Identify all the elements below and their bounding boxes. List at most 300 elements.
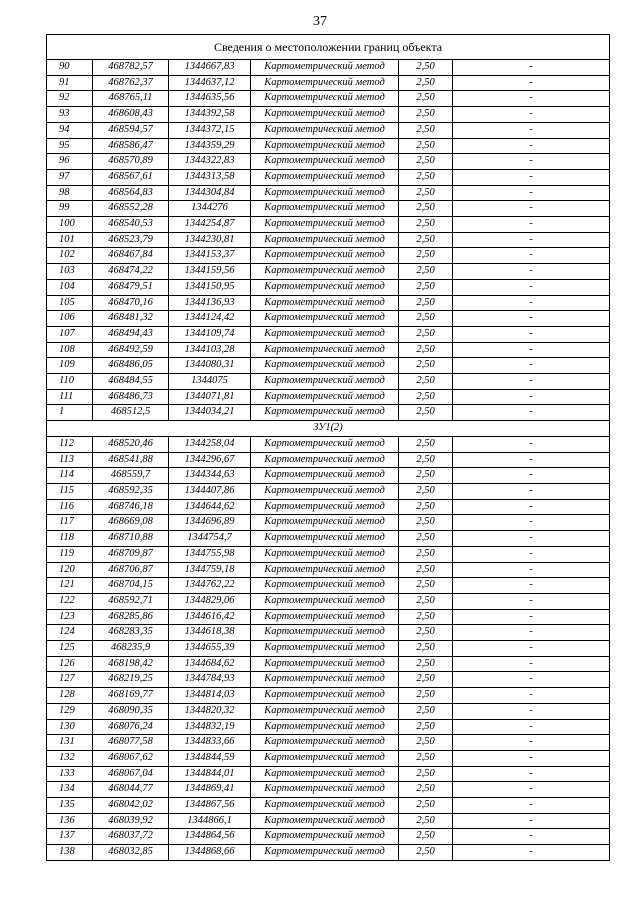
x-coordinate-cell: 468704,15	[93, 578, 169, 594]
table-row	[47, 829, 610, 845]
point-number-cell: 91	[47, 75, 93, 91]
method-cell: Картометрический метод	[251, 845, 399, 861]
method-cell: Картометрический метод	[251, 91, 399, 107]
point-number-cell: 119	[47, 546, 93, 562]
y-coordinate-cell: 1344635,56	[169, 91, 251, 107]
table-row	[47, 232, 610, 248]
description-cell: -	[453, 735, 610, 751]
method-cell: Картометрический метод	[251, 672, 399, 688]
accuracy-cell: 2,50	[399, 766, 453, 782]
y-coordinate-cell: 1344230,81	[169, 232, 251, 248]
accuracy-cell: 2,50	[399, 625, 453, 641]
table-row	[47, 641, 610, 657]
x-coordinate-cell: 468541,88	[93, 452, 169, 468]
y-coordinate-cell: 1344814,03	[169, 688, 251, 704]
x-coordinate-cell: 468559,7	[93, 468, 169, 484]
table-row	[47, 688, 610, 704]
point-number-cell: 138	[47, 845, 93, 861]
accuracy-cell: 2,50	[399, 342, 453, 358]
accuracy-cell: 2,50	[399, 483, 453, 499]
point-number-cell: 1	[47, 405, 93, 421]
y-coordinate-cell: 1344359,29	[169, 138, 251, 154]
x-coordinate-cell: 468570,89	[93, 154, 169, 170]
accuracy-cell: 2,50	[399, 405, 453, 421]
accuracy-cell: 2,50	[399, 217, 453, 233]
method-cell: Картометрический метод	[251, 75, 399, 91]
description-cell: -	[453, 546, 610, 562]
y-coordinate-cell: 1344844,59	[169, 750, 251, 766]
y-coordinate-cell: 1344103,28	[169, 342, 251, 358]
table-row	[47, 185, 610, 201]
x-coordinate-cell: 468169,77	[93, 688, 169, 704]
table-row	[47, 389, 610, 405]
point-number-cell: 104	[47, 279, 93, 295]
point-number-cell: 115	[47, 483, 93, 499]
y-coordinate-cell: 1344313,58	[169, 169, 251, 185]
point-number-cell: 135	[47, 798, 93, 814]
method-cell: Картометрический метод	[251, 515, 399, 531]
point-number-cell: 101	[47, 232, 93, 248]
x-coordinate-cell: 468219,25	[93, 672, 169, 688]
accuracy-cell: 2,50	[399, 60, 453, 76]
table-row	[47, 515, 610, 531]
description-cell: -	[453, 374, 610, 390]
x-coordinate-cell: 468486,05	[93, 358, 169, 374]
description-cell: -	[453, 562, 610, 578]
description-cell: -	[453, 169, 610, 185]
x-coordinate-cell: 468032,85	[93, 845, 169, 861]
method-cell: Картометрический метод	[251, 656, 399, 672]
point-number-cell: 103	[47, 264, 93, 280]
description-cell: -	[453, 436, 610, 452]
accuracy-cell: 2,50	[399, 138, 453, 154]
accuracy-cell: 2,50	[399, 829, 453, 845]
point-number-cell: 123	[47, 609, 93, 625]
section-label: ЗУ1(2)	[47, 421, 610, 437]
accuracy-cell: 2,50	[399, 562, 453, 578]
x-coordinate-cell: 468481,32	[93, 311, 169, 327]
description-cell: -	[453, 829, 610, 845]
method-cell: Картометрический метод	[251, 719, 399, 735]
point-number-cell: 94	[47, 122, 93, 138]
method-cell: Картометрический метод	[251, 593, 399, 609]
x-coordinate-cell: 468706,87	[93, 562, 169, 578]
y-coordinate-cell: 1344637,12	[169, 75, 251, 91]
table-row	[47, 546, 610, 562]
x-coordinate-cell: 468235,9	[93, 641, 169, 657]
point-number-cell: 128	[47, 688, 93, 704]
x-coordinate-cell: 468467,84	[93, 248, 169, 264]
x-coordinate-cell: 468765,11	[93, 91, 169, 107]
y-coordinate-cell: 1344071,81	[169, 389, 251, 405]
method-cell: Картометрический метод	[251, 326, 399, 342]
method-cell: Картометрический метод	[251, 531, 399, 547]
method-cell: Картометрический метод	[251, 107, 399, 123]
table-row	[47, 358, 610, 374]
x-coordinate-cell: 468484,55	[93, 374, 169, 390]
table-row	[47, 703, 610, 719]
table-row	[47, 813, 610, 829]
point-number-cell: 121	[47, 578, 93, 594]
y-coordinate-cell: 1344868,66	[169, 845, 251, 861]
x-coordinate-cell: 468746,18	[93, 499, 169, 515]
description-cell: -	[453, 138, 610, 154]
accuracy-cell: 2,50	[399, 436, 453, 452]
description-cell: -	[453, 515, 610, 531]
table-body	[47, 35, 610, 861]
table-row	[47, 436, 610, 452]
accuracy-cell: 2,50	[399, 578, 453, 594]
point-number-cell: 93	[47, 107, 93, 123]
table-row	[47, 531, 610, 547]
point-number-cell: 122	[47, 593, 93, 609]
y-coordinate-cell: 1344124,42	[169, 311, 251, 327]
point-number-cell: 95	[47, 138, 93, 154]
y-coordinate-cell: 1344153,37	[169, 248, 251, 264]
method-cell: Картометрический метод	[251, 750, 399, 766]
description-cell: -	[453, 452, 610, 468]
accuracy-cell: 2,50	[399, 122, 453, 138]
method-cell: Картометрический метод	[251, 374, 399, 390]
method-cell: Картометрический метод	[251, 217, 399, 233]
accuracy-cell: 2,50	[399, 107, 453, 123]
accuracy-cell: 2,50	[399, 201, 453, 217]
method-cell: Картометрический метод	[251, 389, 399, 405]
method-cell: Картометрический метод	[251, 813, 399, 829]
x-coordinate-cell: 468042,02	[93, 798, 169, 814]
accuracy-cell: 2,50	[399, 688, 453, 704]
y-coordinate-cell: 1344159,56	[169, 264, 251, 280]
table-row	[47, 845, 610, 861]
x-coordinate-cell: 468552,28	[93, 201, 169, 217]
point-number-cell: 118	[47, 531, 93, 547]
x-coordinate-cell: 468486,73	[93, 389, 169, 405]
y-coordinate-cell: 1344392,58	[169, 107, 251, 123]
y-coordinate-cell: 1344407,86	[169, 483, 251, 499]
description-cell: -	[453, 326, 610, 342]
description-cell: -	[453, 688, 610, 704]
accuracy-cell: 2,50	[399, 515, 453, 531]
description-cell: -	[453, 483, 610, 499]
description-cell: -	[453, 766, 610, 782]
description-cell: -	[453, 468, 610, 484]
x-coordinate-cell: 468710,88	[93, 531, 169, 547]
y-coordinate-cell: 1344762,22	[169, 578, 251, 594]
point-number-cell: 96	[47, 154, 93, 170]
table-row	[47, 782, 610, 798]
table-row	[47, 75, 610, 91]
description-cell: -	[453, 641, 610, 657]
accuracy-cell: 2,50	[399, 546, 453, 562]
y-coordinate-cell: 1344784,93	[169, 672, 251, 688]
description-cell: -	[453, 609, 610, 625]
accuracy-cell: 2,50	[399, 735, 453, 751]
description-cell: -	[453, 264, 610, 280]
description-cell: -	[453, 342, 610, 358]
description-cell: -	[453, 91, 610, 107]
description-cell: -	[453, 295, 610, 311]
accuracy-cell: 2,50	[399, 326, 453, 342]
method-cell: Картометрический метод	[251, 248, 399, 264]
method-cell: Картометрический метод	[251, 232, 399, 248]
description-cell: -	[453, 672, 610, 688]
y-coordinate-cell: 1344254,87	[169, 217, 251, 233]
x-coordinate-cell: 468494,43	[93, 326, 169, 342]
point-number-cell: 129	[47, 703, 93, 719]
table-row	[47, 248, 610, 264]
method-cell: Картометрический метод	[251, 138, 399, 154]
point-number-cell: 108	[47, 342, 93, 358]
x-coordinate-cell: 468044,77	[93, 782, 169, 798]
accuracy-cell: 2,50	[399, 813, 453, 829]
table-row	[47, 342, 610, 358]
method-cell: Картометрический метод	[251, 546, 399, 562]
y-coordinate-cell: 1344372,15	[169, 122, 251, 138]
method-cell: Картометрический метод	[251, 688, 399, 704]
table-row	[47, 609, 610, 625]
method-cell: Картометрический метод	[251, 60, 399, 76]
y-coordinate-cell: 1344322,83	[169, 154, 251, 170]
table-row	[47, 766, 610, 782]
y-coordinate-cell: 1344667,83	[169, 60, 251, 76]
accuracy-cell: 2,50	[399, 719, 453, 735]
method-cell: Картометрический метод	[251, 766, 399, 782]
table-row	[47, 201, 610, 217]
table-row	[47, 405, 610, 421]
method-cell: Картометрический метод	[251, 185, 399, 201]
accuracy-cell: 2,50	[399, 531, 453, 547]
description-cell: -	[453, 750, 610, 766]
description-cell: -	[453, 389, 610, 405]
accuracy-cell: 2,50	[399, 185, 453, 201]
point-number-cell: 105	[47, 295, 93, 311]
table-row	[47, 593, 610, 609]
table-row	[47, 750, 610, 766]
table-row	[47, 91, 610, 107]
description-cell: -	[453, 232, 610, 248]
method-cell: Картометрический метод	[251, 358, 399, 374]
method-cell: Картометрический метод	[251, 279, 399, 295]
description-cell: -	[453, 107, 610, 123]
description-cell: -	[453, 279, 610, 295]
y-coordinate-cell: 1344755,98	[169, 546, 251, 562]
description-cell: -	[453, 845, 610, 861]
x-coordinate-cell: 468709,87	[93, 546, 169, 562]
accuracy-cell: 2,50	[399, 279, 453, 295]
accuracy-cell: 2,50	[399, 593, 453, 609]
point-number-cell: 130	[47, 719, 93, 735]
description-cell: -	[453, 311, 610, 327]
accuracy-cell: 2,50	[399, 75, 453, 91]
description-cell: -	[453, 201, 610, 217]
description-cell: -	[453, 782, 610, 798]
point-number-cell: 116	[47, 499, 93, 515]
accuracy-cell: 2,50	[399, 232, 453, 248]
x-coordinate-cell: 468523,79	[93, 232, 169, 248]
method-cell: Картометрический метод	[251, 201, 399, 217]
y-coordinate-cell: 1344136,93	[169, 295, 251, 311]
table-row	[47, 311, 610, 327]
point-number-cell: 137	[47, 829, 93, 845]
x-coordinate-cell: 468037,72	[93, 829, 169, 845]
description-cell: -	[453, 405, 610, 421]
method-cell: Картометрический метод	[251, 311, 399, 327]
description-cell: -	[453, 625, 610, 641]
description-cell: -	[453, 75, 610, 91]
accuracy-cell: 2,50	[399, 609, 453, 625]
description-cell: -	[453, 798, 610, 814]
table-row	[47, 578, 610, 594]
x-coordinate-cell: 468592,35	[93, 483, 169, 499]
y-coordinate-cell: 1344034,21	[169, 405, 251, 421]
x-coordinate-cell: 468474,22	[93, 264, 169, 280]
page-number: 37	[313, 14, 327, 29]
y-coordinate-cell: 1344344,63	[169, 468, 251, 484]
method-cell: Картометрический метод	[251, 452, 399, 468]
description-cell: -	[453, 593, 610, 609]
description-cell: -	[453, 719, 610, 735]
x-coordinate-cell: 468512,5	[93, 405, 169, 421]
point-number-cell: 114	[47, 468, 93, 484]
x-coordinate-cell: 468039,92	[93, 813, 169, 829]
accuracy-cell: 2,50	[399, 169, 453, 185]
description-cell: -	[453, 248, 610, 264]
table-row	[47, 295, 610, 311]
x-coordinate-cell: 468782,57	[93, 60, 169, 76]
x-coordinate-cell: 468567,61	[93, 169, 169, 185]
y-coordinate-cell: 1344832,19	[169, 719, 251, 735]
method-cell: Картометрический метод	[251, 641, 399, 657]
table-row	[47, 122, 610, 138]
accuracy-cell: 2,50	[399, 389, 453, 405]
accuracy-cell: 2,50	[399, 468, 453, 484]
method-cell: Картометрический метод	[251, 405, 399, 421]
point-number-cell: 109	[47, 358, 93, 374]
accuracy-cell: 2,50	[399, 703, 453, 719]
point-number-cell: 132	[47, 750, 93, 766]
point-number-cell: 110	[47, 374, 93, 390]
accuracy-cell: 2,50	[399, 782, 453, 798]
x-coordinate-cell: 468077,58	[93, 735, 169, 751]
point-number-cell: 97	[47, 169, 93, 185]
y-coordinate-cell: 1344684,62	[169, 656, 251, 672]
table-row	[47, 374, 610, 390]
point-number-cell: 99	[47, 201, 93, 217]
accuracy-cell: 2,50	[399, 311, 453, 327]
y-coordinate-cell: 1344276	[169, 201, 251, 217]
method-cell: Картометрический метод	[251, 578, 399, 594]
table-row	[47, 326, 610, 342]
table-row	[47, 264, 610, 280]
x-coordinate-cell: 468198,42	[93, 656, 169, 672]
description-cell: -	[453, 531, 610, 547]
y-coordinate-cell: 1344864,56	[169, 829, 251, 845]
y-coordinate-cell: 1344759,18	[169, 562, 251, 578]
table-row	[47, 499, 610, 515]
x-coordinate-cell: 468540,53	[93, 217, 169, 233]
y-coordinate-cell: 1344655,39	[169, 641, 251, 657]
x-coordinate-cell: 468283,35	[93, 625, 169, 641]
table-row	[47, 154, 610, 170]
method-cell: Картометрический метод	[251, 499, 399, 515]
description-cell: -	[453, 122, 610, 138]
method-cell: Картометрический метод	[251, 782, 399, 798]
x-coordinate-cell: 468592,71	[93, 593, 169, 609]
method-cell: Картометрический метод	[251, 342, 399, 358]
y-coordinate-cell: 1344618,38	[169, 625, 251, 641]
description-cell: -	[453, 578, 610, 594]
x-coordinate-cell: 468520,46	[93, 436, 169, 452]
description-cell: -	[453, 217, 610, 233]
y-coordinate-cell: 1344109,74	[169, 326, 251, 342]
method-cell: Картометрический метод	[251, 169, 399, 185]
point-number-cell: 120	[47, 562, 93, 578]
point-number-cell: 134	[47, 782, 93, 798]
description-cell: -	[453, 358, 610, 374]
accuracy-cell: 2,50	[399, 656, 453, 672]
y-coordinate-cell: 1344080,31	[169, 358, 251, 374]
description-cell: -	[453, 154, 610, 170]
table-row	[47, 60, 610, 76]
table-title: Сведения о местоположении границ объекта	[47, 35, 610, 60]
accuracy-cell: 2,50	[399, 374, 453, 390]
x-coordinate-cell: 468470,16	[93, 295, 169, 311]
y-coordinate-cell: 1344696,89	[169, 515, 251, 531]
y-coordinate-cell: 1344829,06	[169, 593, 251, 609]
description-cell: -	[453, 656, 610, 672]
table-row	[47, 656, 610, 672]
accuracy-cell: 2,50	[399, 845, 453, 861]
method-cell: Картометрический метод	[251, 829, 399, 845]
point-number-cell: 126	[47, 656, 93, 672]
table-row	[47, 217, 610, 233]
point-number-cell: 113	[47, 452, 93, 468]
y-coordinate-cell: 1344869,41	[169, 782, 251, 798]
x-coordinate-cell: 468067,62	[93, 750, 169, 766]
point-number-cell: 90	[47, 60, 93, 76]
table-row	[47, 169, 610, 185]
x-coordinate-cell: 468586,47	[93, 138, 169, 154]
x-coordinate-cell: 468076,24	[93, 719, 169, 735]
point-number-cell: 127	[47, 672, 93, 688]
table-row	[47, 625, 610, 641]
accuracy-cell: 2,50	[399, 91, 453, 107]
description-cell: -	[453, 703, 610, 719]
table-row	[47, 735, 610, 751]
y-coordinate-cell: 1344075	[169, 374, 251, 390]
method-cell: Картометрический метод	[251, 735, 399, 751]
point-number-cell: 131	[47, 735, 93, 751]
point-number-cell: 124	[47, 625, 93, 641]
accuracy-cell: 2,50	[399, 154, 453, 170]
description-cell: -	[453, 813, 610, 829]
method-cell: Картометрический метод	[251, 264, 399, 280]
section-row	[47, 421, 610, 437]
y-coordinate-cell: 1344296,67	[169, 452, 251, 468]
point-number-cell: 102	[47, 248, 93, 264]
method-cell: Картометрический метод	[251, 609, 399, 625]
table-row	[47, 138, 610, 154]
method-cell: Картометрический метод	[251, 154, 399, 170]
point-number-cell: 133	[47, 766, 93, 782]
table-row	[47, 798, 610, 814]
point-number-cell: 92	[47, 91, 93, 107]
method-cell: Картометрический метод	[251, 703, 399, 719]
method-cell: Картометрический метод	[251, 122, 399, 138]
y-coordinate-cell: 1344867,56	[169, 798, 251, 814]
method-cell: Картометрический метод	[251, 468, 399, 484]
point-number-cell: 100	[47, 217, 93, 233]
